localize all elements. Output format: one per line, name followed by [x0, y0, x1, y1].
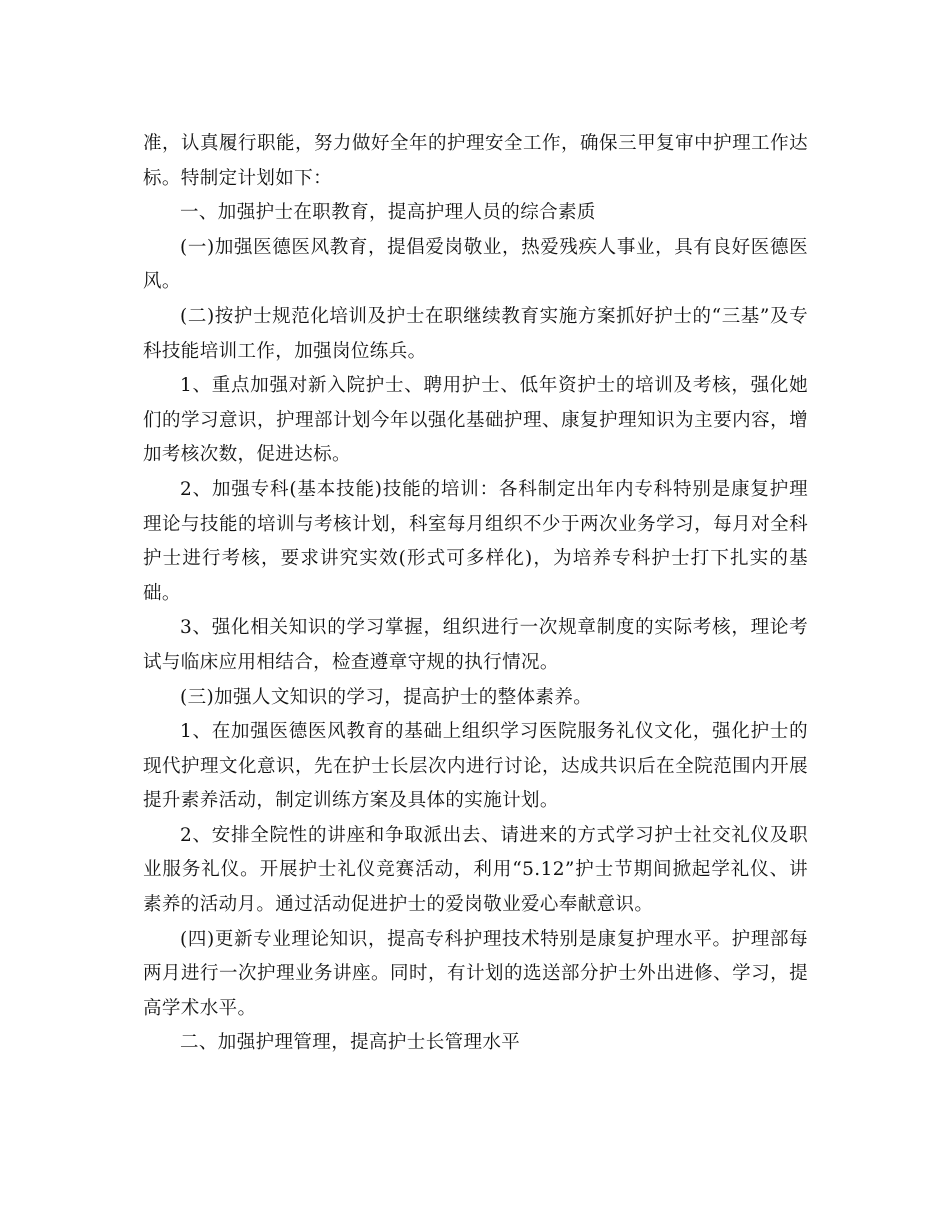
paragraph-item-3-1: 1、在加强医德医风教育的基础上组织学习医院服务礼仪文化，强化护士的现代护理文化意识，先在护士长层次内进行讨论，达成共识后在全院范围内开展提升素养活动，制定训练方案及具体的实施计划。	[143, 721, 808, 812]
paragraph-item-3-2: 2、安排全院性的讲座和争取派出去、请进来的方式学习护士社交礼仪及职业服务礼仪。开展护士礼仪竞赛活动，利用“5.12”护士节期间掀起学礼仪、讲素养的活动月。通过活动促进护士的爱岗敬业爱心奉献意识。	[143, 824, 808, 916]
paragraph-subsection-4: (四)更新专业理论知识，提高专科护理技术特别是康复护理水平。护理部每两月进行一次护理业务讲座。同时，有计划的选送部分护士外出进修、学习，提高学术水平。	[143, 928, 808, 1019]
document-body	[143, 127, 808, 1061]
paragraph-1: 准，认真履行职能，努力做好全年的护理安全工作，确保三甲复审中护理工作达标。特制定计划如下：	[143, 133, 808, 189]
paragraph-item-2-2: 2、加强专科(基本技能)技能的培训：各科制定出年内专科特别是康复护理理论与技能的培训与考核计划，科室每月组织不少于两次业务学习，每月对全科护士进行考核，要求讲究实效(形式可多样化)，为培养专科护士打下扎实的基础。	[143, 478, 808, 604]
heading-section-1: 一、加强护士在职教育，提高护理人员的综合素质	[180, 202, 596, 224]
paragraph-subsection-1: (一)加强医德医风教育，提倡爱岗敬业，热爱残疾人事业，具有良好医德医风。	[143, 236, 808, 293]
paragraph-item-2-3: 3、强化相关知识的学习掌握，组织进行一次规章制度的实际考核，理论考试与临床应用相结合，检查遵章守规的执行情况。	[143, 617, 808, 673]
paragraph-subsection-3: (三)加强人文知识的学习，提高护士的整体素养。	[180, 686, 593, 708]
paragraph-item-2-1: 1、重点加强对新入院护士、聘用护士、低年资护士的培训及考核，强化她们的学习意识，护理部计划今年以强化基础护理、康复护理知识为主要内容，增加考核次数，促进达标。	[143, 375, 808, 466]
paragraph-subsection-2: (二)按护士规范化培训及护士在职继续教育实施方案抓好护士的“三基”及专科技能培训工作，加强岗位练兵。	[143, 305, 808, 362]
heading-section-2: 二、加强护理管理，提高护士长管理水平	[180, 1032, 521, 1054]
